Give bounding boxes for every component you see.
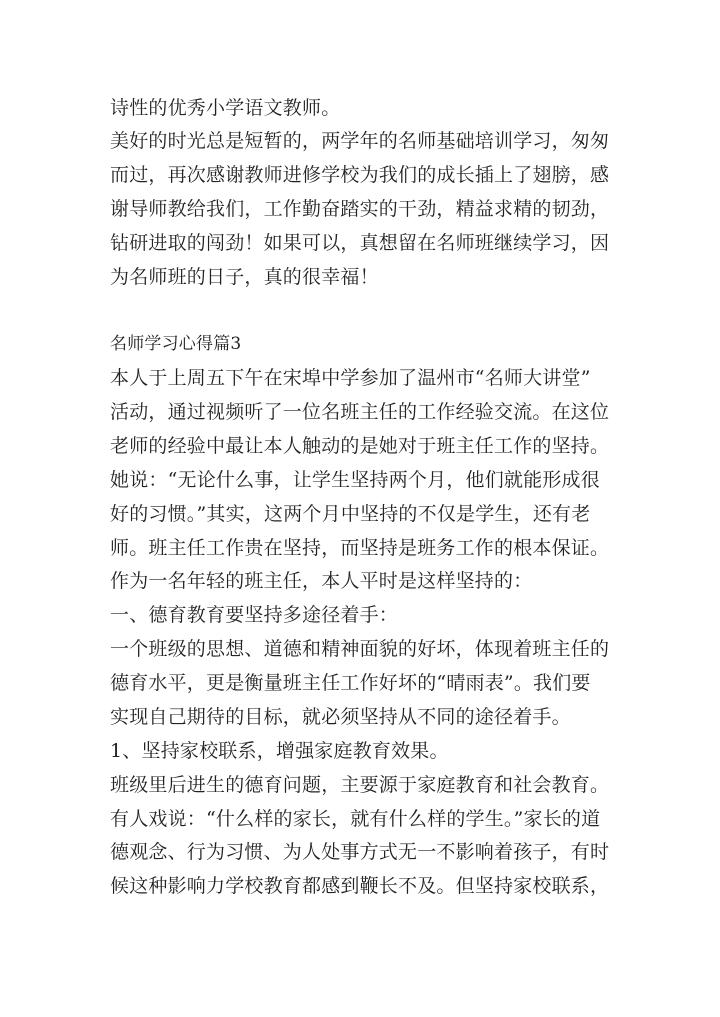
text-line: 老师的经验中最让本人触动的是她对于班主任工作的坚持。 [110,435,610,457]
text-line: 活动，通过视频听了一位名班主任的工作经验交流。在这位 [110,401,610,423]
text-line: 师。班主任工作贵在坚持，而坚持是班务工作的根本保证。 [110,537,610,559]
section-heading: 名师学习心得篇3 [110,334,242,354]
text-line: 一个班级的思想、道德和精神面貌的好坏，体现着班主任的 [110,638,610,660]
subheading-line: 1、坚持家校联系，增强家庭教育效果。 [110,740,449,762]
text-line: 有人戏说：“什么样的家长，就有什么样的学生。”家长的道 [110,808,601,830]
text-line: 她说：“无论什么事，让学生坚持两个月，他们就能形成很 [110,469,600,491]
text-line: 而过，再次感谢教师进修学校为我们的成长插上了翅膀，感 [110,164,610,186]
text-line: 为名师班的日子，真的很幸福！ [110,266,379,288]
text-line: 德育水平，更是衡量班主任工作好坏的“晴雨表”。我们要 [110,672,591,694]
text-line: 美好的时光总是短暂的，两学年的名师基础培训学习，匆匆 [110,130,610,152]
text-line: 诗性的优秀小学语文教师。 [110,97,341,119]
subheading-line: 一、德育教育要坚持多途径着手： [110,604,399,626]
text-line: 谢导师教给我们，工作勤奋踏实的干劲，精益求精的韧劲， [110,198,610,220]
text-line: 德观念、行为习惯、为人处事方式无一不影响着孩子，有时 [110,841,610,863]
text-line: 本人于上周五下午在宋埠中学参加了温州市“名师大讲堂” [110,367,591,389]
text-line: 钻研进取的闯劲！如果可以，真想留在名师班继续学习，因 [110,232,610,254]
text-line: 作为一名年轻的班主任，本人平时是这样坚持的： [110,570,533,592]
text-line: 实现自己期待的目标，就必须坚持从不同的途径着手。 [110,706,571,728]
text-line: 班级里后进生的德育问题，主要源于家庭教育和社会教育。 [110,774,610,796]
text-line: 候这种影响力学校教育都感到鞭长不及。但坚持家校联系， [110,875,610,897]
text-line: 好的习惯。”其实，这两个月中坚持的不仅是学生，还有老 [110,503,591,525]
